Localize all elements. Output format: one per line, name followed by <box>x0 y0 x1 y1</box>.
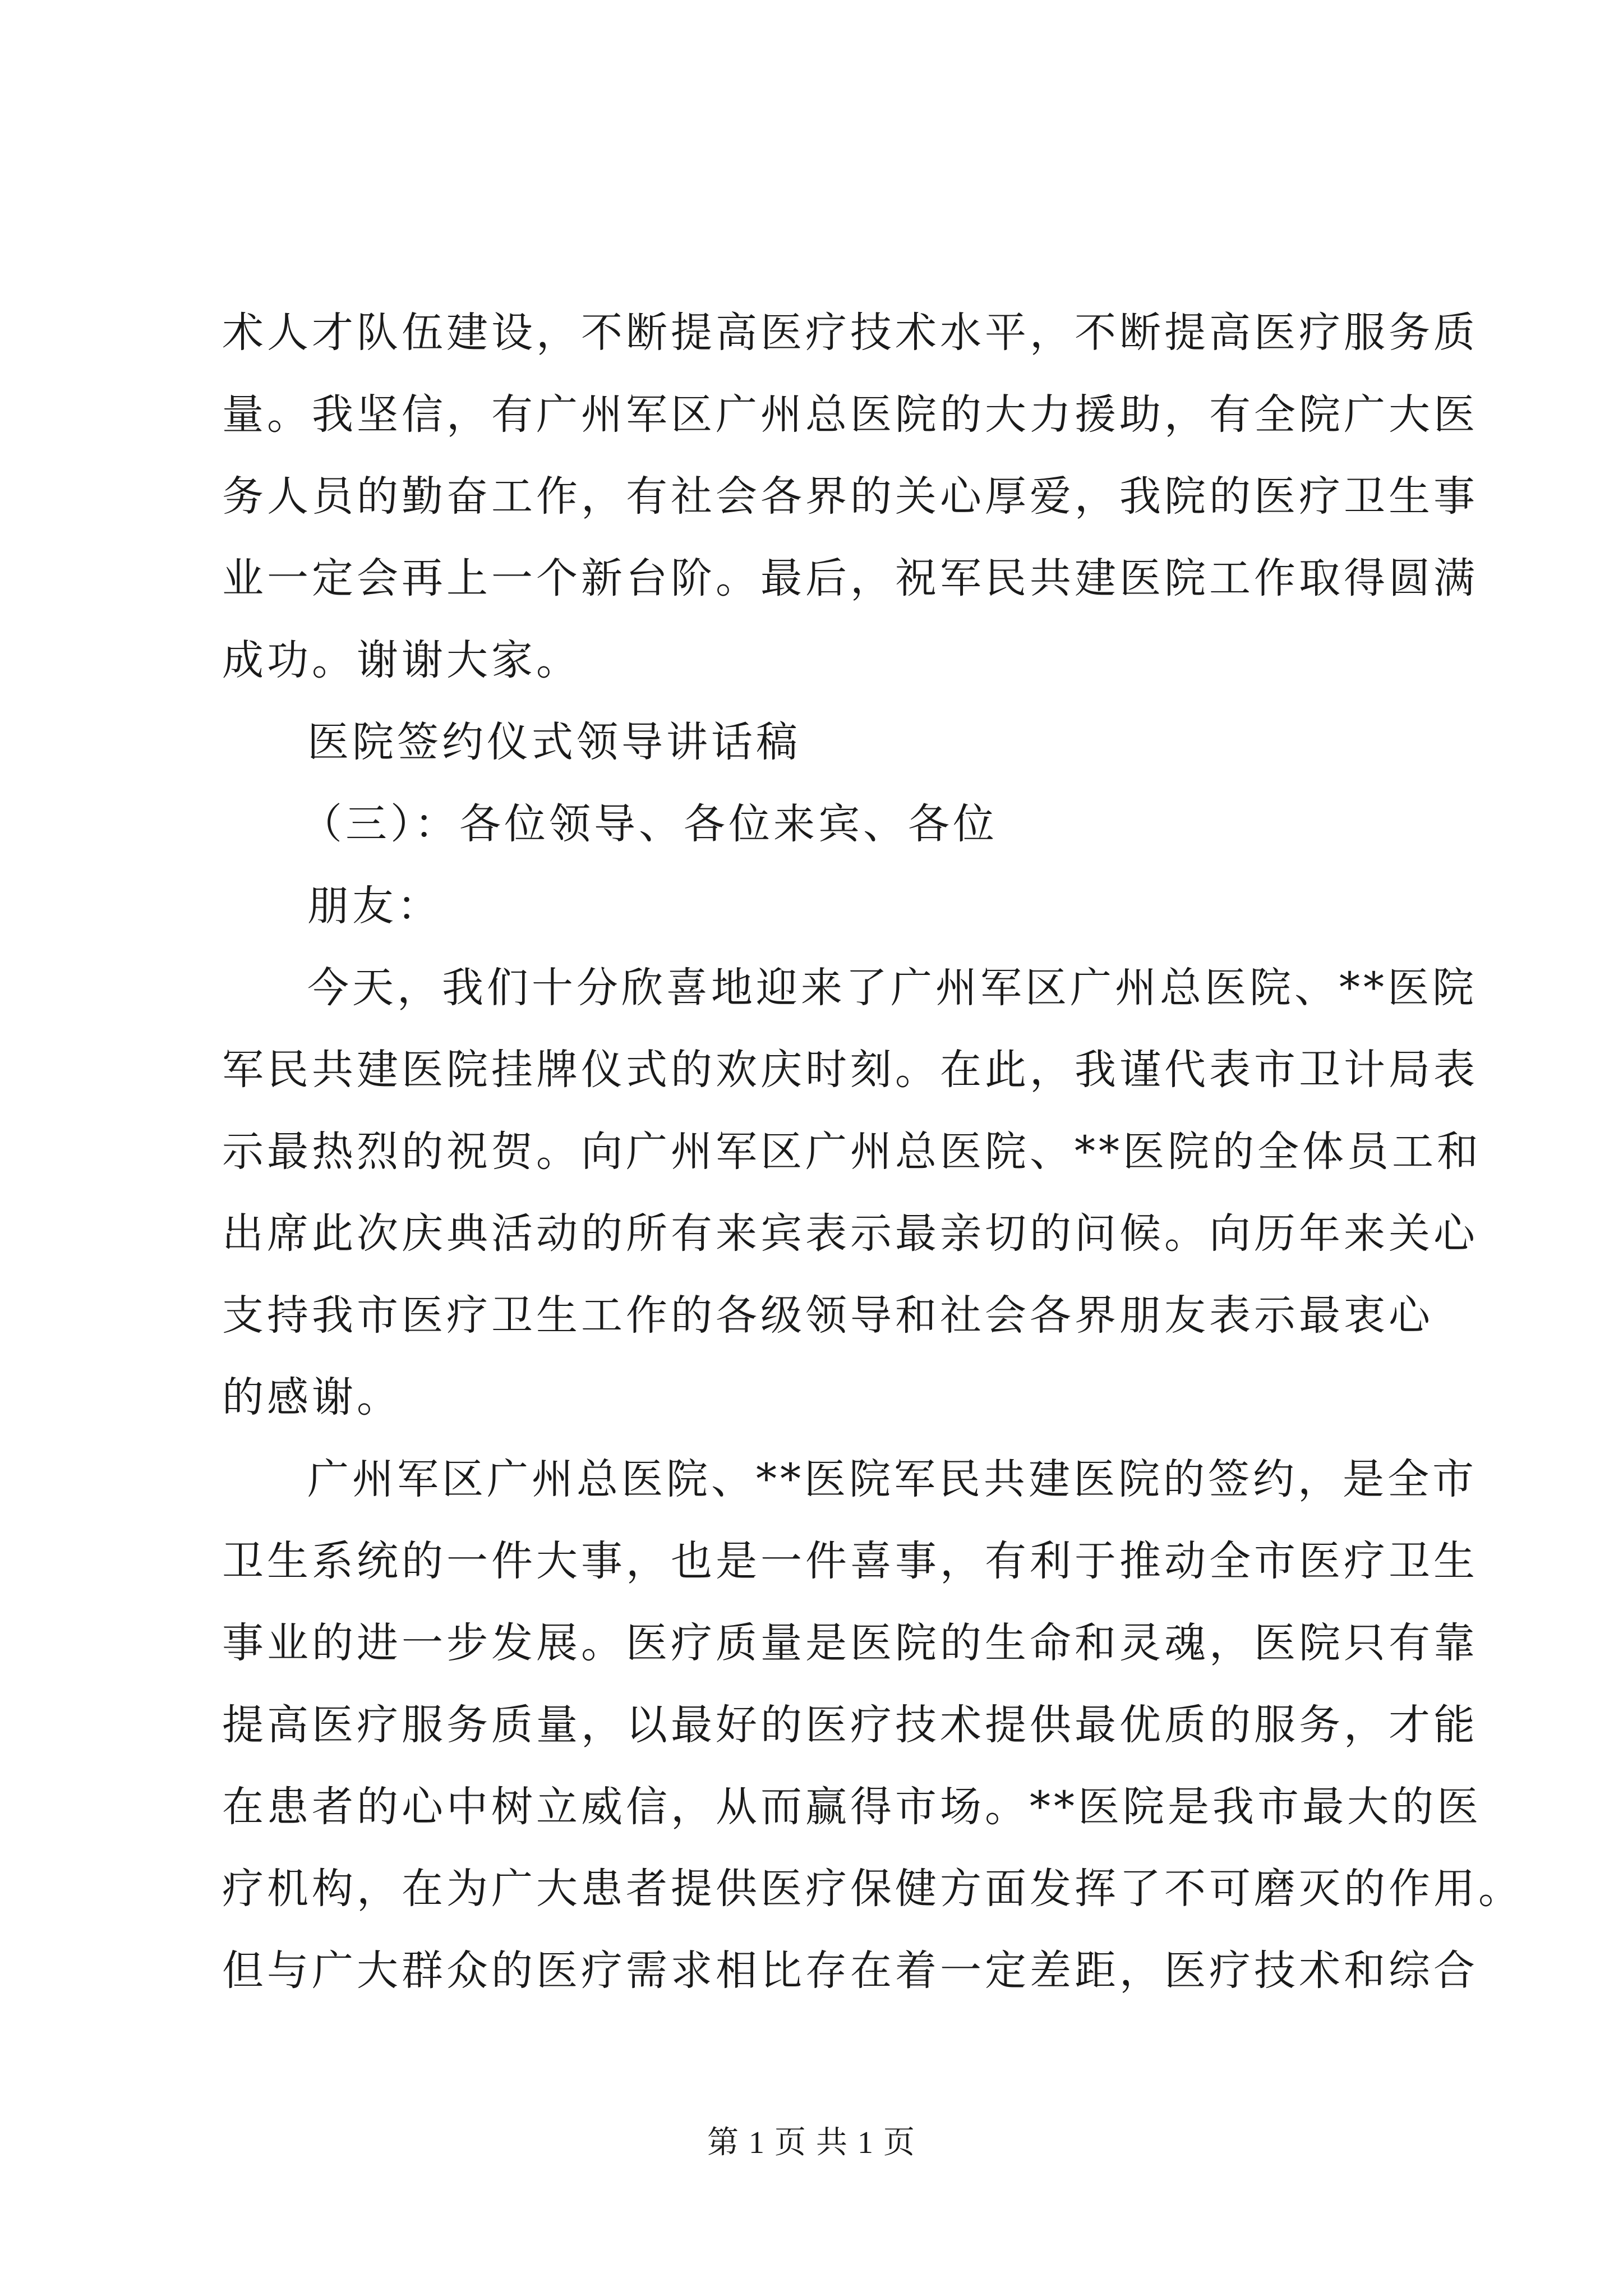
text-line: 量。我坚信，有广州军区广州总医院的大力援助，有全院广大医 <box>222 390 1478 439</box>
text-line: 卫生系统的一件大事，也是一件喜事，有利于推动全市医疗卫生 <box>222 1537 1478 1585</box>
text-line: 广州军区广州总医院、**医院军民共建医院的签约，是全市 <box>307 1455 1477 1503</box>
text-line: 事业的进一步发展。医疗质量是医院的生命和灵魂，医院只有靠 <box>222 1619 1478 1667</box>
text-line: 术人才队伍建设，不断提高医疗技术水平，不断提高医疗服务质 <box>222 309 1478 357</box>
paragraph-signing <box>222 1438 1523 2012</box>
text-line: 但与广大群众的医疗需求相比存在着一定差距，医疗技术和综合 <box>222 1947 1478 1995</box>
text-line: 示最热烈的祝贺。向广州军区广州总医院、**医院的全体员工和 <box>222 1128 1482 1176</box>
text-line: 今天，我们十分欣喜地迎来了广州军区广州总医院、**医院 <box>307 964 1477 1012</box>
page-footer: 第 1 页 共 1 页 <box>707 2125 916 2160</box>
paragraph-continuation <box>222 292 1478 701</box>
text-line: 成功。谢谢大家。 <box>222 636 581 684</box>
section-subtitle: 医院签约仪式领导讲话稿 <box>307 718 801 766</box>
greeting-line: 朋友： <box>307 882 442 930</box>
greeting-line: （三）：各位领导、各位来宾、各位 <box>301 800 998 848</box>
document-body <box>222 292 1523 2012</box>
text-line: 军民共建医院挂牌仪式的欢庆时刻。在此，我谨代表市卫计局表 <box>222 1046 1478 1094</box>
text-line: 在患者的心中树立威信，从而赢得市场。**医院是我市最大的医 <box>222 1783 1482 1831</box>
text-line: 疗机构，在为广大患者提供医疗保健方面发挥了不可磨灭的作用。 <box>222 1865 1523 1913</box>
text-line: 支持我市医疗卫生工作的各级领导和社会各界朋友表示最衷心 <box>222 1291 1433 1340</box>
text-line: 提高医疗服务质量，以最好的医疗技术提供最优质的服务，才能 <box>222 1701 1478 1749</box>
text-line: 务人员的勤奋工作，有社会各界的关心厚爱，我院的医疗卫生事 <box>222 472 1478 521</box>
text-line: 的感谢。 <box>222 1373 402 1421</box>
paragraph-opening <box>222 947 1482 1438</box>
text-line: 出席此次庆典活动的所有来宾表示最亲切的问候。向历年来关心 <box>222 1209 1478 1258</box>
text-line: 业一定会再上一个新台阶。最后，祝军民共建医院工作取得圆满 <box>222 554 1478 602</box>
